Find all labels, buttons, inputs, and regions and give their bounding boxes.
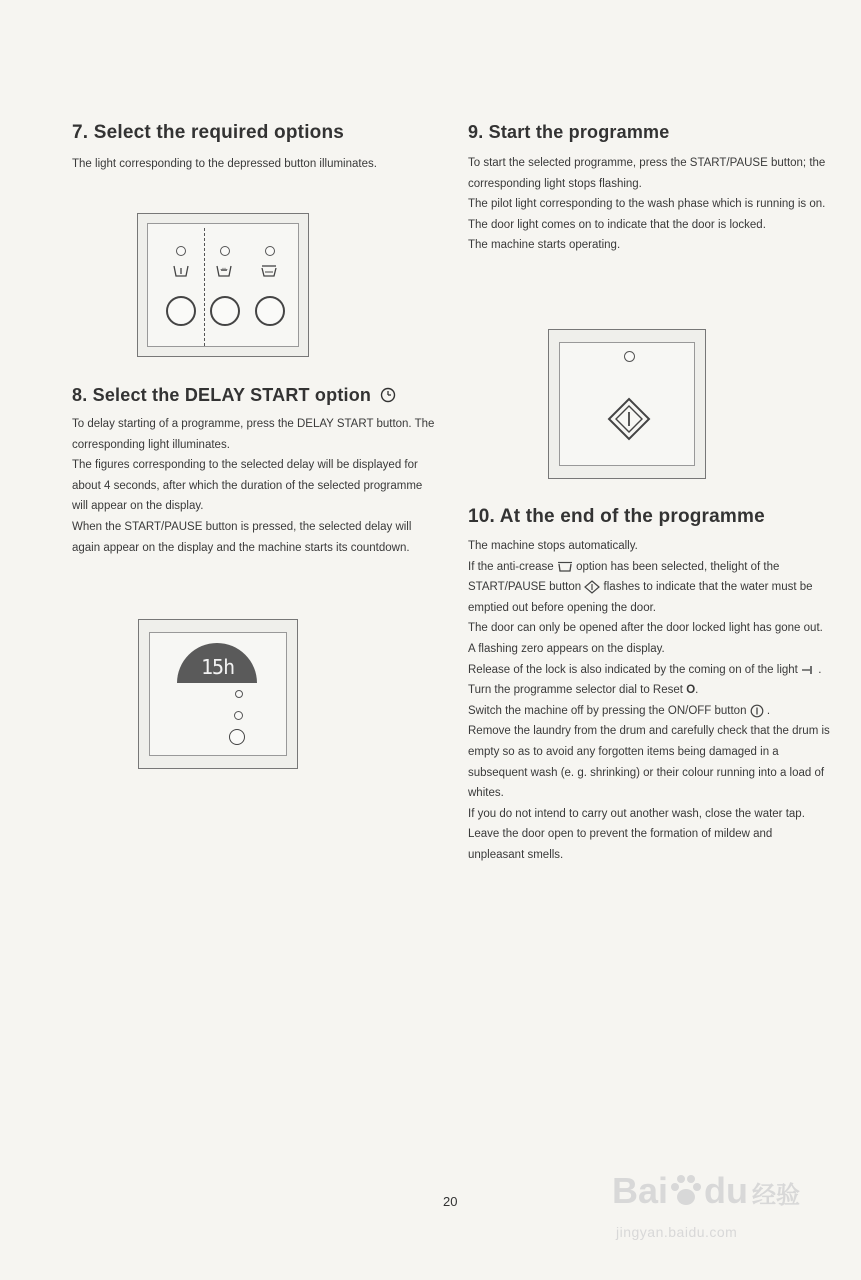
- section-10-paragraph-5: Turn the programme selector dial to Reset O.: [468, 684, 699, 697]
- option-light-2: [220, 246, 230, 256]
- section-10: [468, 506, 830, 866]
- section-9: [468, 122, 830, 256]
- section-8-paragraph-2: The figures corresponding to the selected delay will be displayed for about 4 seconds, after which the duration of the selected programme will appear on the display.: [72, 459, 423, 513]
- start-pause-button-icon[interactable]: [607, 397, 651, 441]
- section-7-title: 7. Select the required options: [72, 122, 345, 143]
- paw-icon: [668, 1173, 704, 1207]
- section-7-text: The light corresponding to the depressed button illuminates.: [72, 158, 377, 170]
- clock-icon: [380, 387, 396, 403]
- delay-display-illustration: [138, 619, 298, 769]
- reset-symbol: O: [686, 684, 696, 697]
- option-button-2[interactable]: [210, 296, 240, 326]
- section-10-paragraph-8: If you do not intend to carry out another wash, close the water tap.: [468, 807, 805, 820]
- section-10-paragraph-3: The door can only be opened after the door locked light has gone out. A flashing zero appears on the display.: [468, 622, 823, 655]
- watermark-logo-text: Bai du 经验: [612, 1170, 801, 1211]
- anti-crease-icon: [557, 561, 573, 572]
- section-10-paragraph-9: Leave the door open to prevent the formation of mildew and unpleasant smells.: [468, 828, 773, 861]
- delay-display-inner: [149, 632, 287, 756]
- extra-rinse-icon: [259, 264, 279, 278]
- option-button-1[interactable]: [166, 296, 196, 326]
- panel-divider: [204, 228, 205, 346]
- section-8-paragraph-3: When the START/PAUSE button is pressed, the selected delay will again appear on the display and the machine starts its countdown.: [72, 520, 412, 554]
- delay-start-button[interactable]: [229, 729, 245, 745]
- section-10-paragraph-4: Release of the lock is also indicated by the coming on of the light .: [468, 663, 822, 676]
- section-9-paragraph-2: The pilot light corresponding to the wash phase which is running is on.: [468, 198, 826, 211]
- delay-light-2: [234, 711, 243, 720]
- section-10-title: 10. At the end of the programme: [468, 506, 765, 527]
- section-10-paragraph-1: The machine stops automatically.: [468, 540, 638, 552]
- section-9-paragraph-4: The machine starts operating.: [468, 239, 621, 252]
- delay-display-value: 15h: [201, 655, 235, 679]
- start-pause-inner: [559, 342, 695, 466]
- delay-display-screen: [177, 643, 257, 683]
- start-pause-inline-icon: [584, 580, 600, 594]
- baidu-watermark: [612, 1160, 812, 1250]
- prewash-icon: [171, 264, 191, 278]
- watermark-url: jingyan.baidu.com: [616, 1224, 738, 1240]
- section-8-paragraph-1: To delay starting of a programme, press the DELAY START button. The corresponding light illuminates.: [72, 418, 435, 451]
- section-9-title: 9. Start the programme: [468, 122, 670, 142]
- left-column: [72, 122, 434, 175]
- options-panel-inner: [147, 223, 299, 347]
- section-8: [72, 385, 436, 558]
- start-pause-light: [624, 351, 635, 362]
- page-number: 20: [443, 1194, 458, 1209]
- options-panel-illustration: [137, 213, 309, 357]
- door-unlock-light-icon: [801, 665, 815, 675]
- start-pause-illustration: [548, 329, 706, 479]
- section-8-title: 8. Select the DELAY START option: [72, 385, 436, 406]
- delay-light-1: [235, 690, 243, 698]
- section-10-paragraph-2: If the anti-crease option has been selected, thelight of the START/PAUSE button flashes to indicate that the water must be emptied out before opening the door.: [468, 560, 813, 614]
- option-light-3: [265, 246, 275, 256]
- section-9-paragraph-3: The door light comes on to indicate that the door is locked.: [468, 218, 766, 231]
- option-button-3[interactable]: [255, 296, 285, 326]
- section-9-paragraph-1: To start the selected programme, press the START/PAUSE button; the corresponding light stops flashing.: [468, 157, 826, 190]
- rinse-hold-icon: [214, 264, 234, 278]
- section-10-paragraph-7: Remove the laundry from the drum and carefully check that the drum is empty so as to avoid any forgotten items being damaged in a subsequent wash (e. g. shrinking) or their colour running into a load of whites.: [468, 725, 830, 800]
- option-light-1: [176, 246, 186, 256]
- section-10-paragraph-6: Switch the machine off by pressing the ON/OFF button .: [468, 704, 771, 717]
- power-icon: [750, 704, 764, 718]
